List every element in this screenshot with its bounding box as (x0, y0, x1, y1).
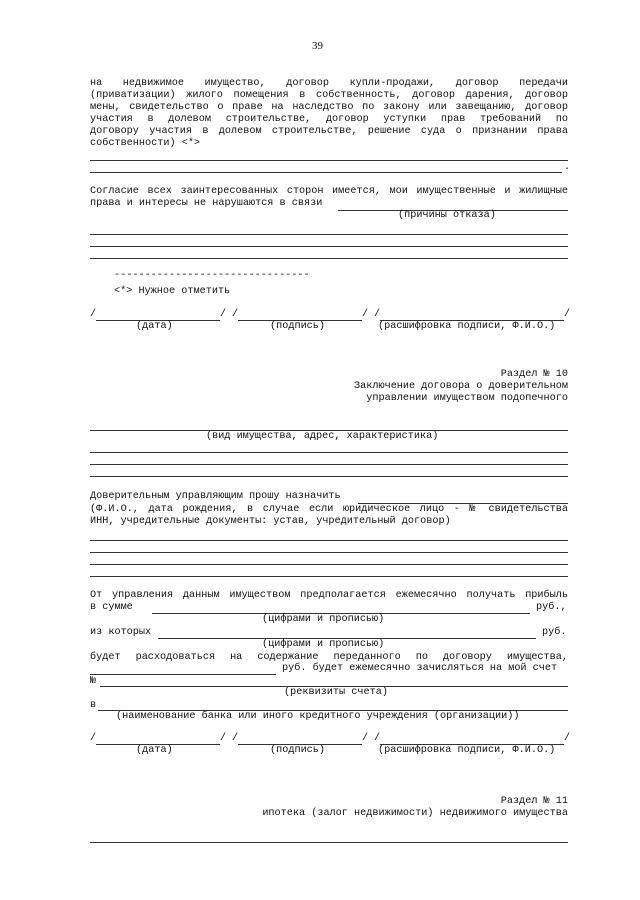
slash: / (90, 733, 97, 744)
slash: / (374, 309, 381, 320)
property-caption: (вид имущества, адрес, характеристика) (206, 431, 439, 442)
bank-caption: (наименование банка или иного кредитного учреждения (организации)) (116, 711, 520, 722)
paragraph-line: участия в долевом строительстве, договор уступки прав требований по (90, 114, 568, 125)
refusal-caption: (причины отказа) (398, 210, 496, 221)
fill-in-line[interactable] (90, 552, 568, 553)
fill-in-line[interactable] (90, 160, 568, 161)
fill-in-line[interactable] (90, 564, 568, 565)
slash: / (232, 309, 239, 320)
credit-line: руб. будет ежемесячно зачисляться на мой счет (282, 663, 558, 674)
slash: / (564, 733, 571, 744)
figures-caption: (цифрами и прописью) (262, 639, 385, 650)
profit-line: От управления данным имуществом предполагается ежемесячно получать прибыль (90, 590, 568, 601)
footnote: <*> Нужное отметить (114, 286, 231, 297)
paragraph-line: (приватизации) жилого помещения в собственность, договор дарения, договор (90, 90, 568, 101)
fill-in-line[interactable] (90, 452, 568, 453)
account-caption: (реквизиты счета) (284, 687, 388, 698)
in-label: в (90, 700, 97, 711)
of-which-label: из которых (90, 627, 152, 638)
figures-caption: (цифрами и прописью) (262, 614, 385, 625)
credit-sum-field[interactable] (90, 674, 276, 675)
section-title: Заключение договора о доверительном (354, 381, 568, 392)
section-title: управлении имуществом подопечного (366, 393, 568, 404)
fill-in-line[interactable] (90, 172, 562, 173)
rub-label: руб. (542, 627, 567, 638)
slash: / (220, 733, 227, 744)
slash: / (362, 309, 369, 320)
fill-in-line[interactable] (90, 476, 568, 477)
paragraph-line: договору участия в долевом строительстве, решение суда о признании права (90, 126, 568, 137)
trustee-line: Доверительным управляющим прошу назначить (90, 491, 341, 502)
slash: / (220, 309, 227, 320)
decoding-caption: (расшифровка подписи, Ф.И.О.) (378, 745, 556, 756)
slash: / (374, 733, 381, 744)
slash: / (90, 309, 97, 320)
trustee-line: (Ф.И.О., дата рождения, в случае если юридическое лицо - № свидетельства (90, 504, 568, 515)
slash: / (564, 309, 571, 320)
paragraph-line: мены, свидетельство о праве на наследство по закону или завещанию, договор (90, 102, 568, 113)
section-label: Раздел № 10 (500, 369, 568, 380)
signature-caption: (подпись) (270, 745, 326, 756)
fill-in-line[interactable] (90, 576, 568, 577)
consent-line: права и интересы не нарушаются в связи (90, 198, 323, 209)
slash: / (232, 733, 239, 744)
end-period: . (564, 162, 571, 173)
signature-caption: (подпись) (270, 321, 326, 332)
slash: / (362, 733, 369, 744)
fill-in-line[interactable] (90, 842, 568, 843)
section-label: Раздел № 11 (500, 796, 568, 807)
in-sum-label: в сумме (90, 602, 133, 613)
date-caption: (дата) (136, 745, 173, 756)
fill-in-line[interactable] (90, 464, 568, 465)
paragraph-line: собственности) <*> (90, 138, 201, 149)
trustee-line: ИНН, учредительные документы: устав, учредительный договор) (90, 516, 451, 527)
paragraph-line: на недвижимое имущество, договор купли-продажи, договор передачи (90, 78, 568, 89)
fill-in-line[interactable] (90, 540, 568, 541)
section-title: ипотека (залог недвижимости) недвижимого имущества (262, 808, 568, 819)
rub-label: руб., (536, 602, 567, 613)
page-number: 39 (312, 40, 323, 52)
date-caption: (дата) (136, 321, 173, 332)
fill-in-line[interactable] (90, 246, 568, 247)
fill-in-line[interactable] (90, 258, 568, 259)
spend-line: будет расходоваться на содержание переданного по договору имущества, (90, 652, 568, 663)
decoding-caption: (расшифровка подписи, Ф.И.О.) (378, 321, 556, 332)
fill-in-line[interactable] (90, 234, 568, 235)
number-sign: № (90, 676, 97, 687)
consent-line: Согласие всех заинтересованных сторон имеется, мои имущественные и жилищные (90, 186, 568, 197)
footnote-separator: -------------------------------- (114, 270, 310, 281)
